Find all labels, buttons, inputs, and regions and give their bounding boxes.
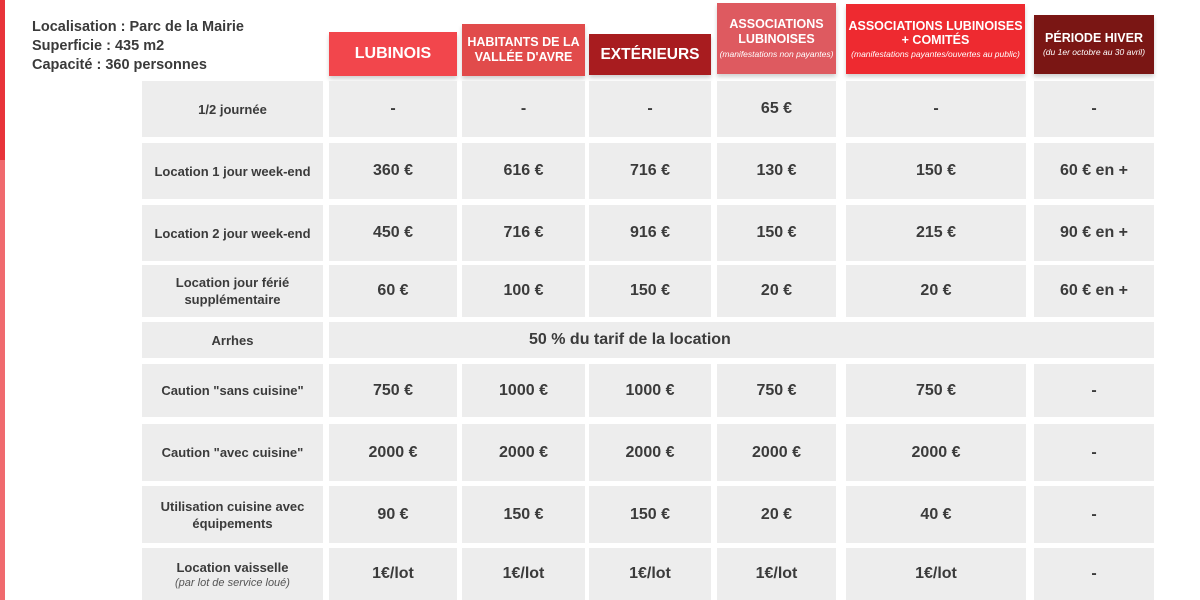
value-cell: 616 €: [462, 143, 585, 199]
value-cell: -: [589, 81, 711, 137]
value-cell: 150 €: [589, 486, 711, 543]
value-cell: -: [846, 81, 1026, 137]
row-label-text: Caution "avec cuisine": [161, 445, 304, 460]
value-cell: 1€/lot: [846, 548, 1026, 600]
row-label-text: Caution "sans cuisine": [161, 383, 304, 398]
value-cell: 150 €: [717, 205, 836, 261]
value-cell: 90 € en +: [1034, 205, 1154, 261]
header-label: ASSOCIATIONS LUBINOISES + COMITÉS: [848, 18, 1023, 47]
venue-area: Superficie : 435 m2: [32, 38, 165, 54]
header-periode-hiver: [1034, 15, 1154, 74]
venue-capacity: Capacité : 360 personnes: [32, 57, 207, 73]
row-label-text: Utilisation cuisine avec équipements: [160, 498, 305, 531]
value-cell: 450 €: [329, 205, 457, 261]
value-cell: 2000 €: [589, 424, 711, 481]
value-cell: 60 €: [329, 265, 457, 317]
value-cell: 150 €: [846, 143, 1026, 199]
header-note: (manifestations non payantes): [719, 49, 834, 59]
row-label: [142, 424, 323, 481]
row-label: [142, 143, 323, 199]
value-cell: 1€/lot: [329, 548, 457, 600]
row-label-note: (par lot de service loué): [175, 576, 290, 589]
value-cell: -: [1034, 548, 1154, 600]
value-cell: 130 €: [717, 143, 836, 199]
row-label-text: Location 2 jour week-end: [154, 225, 311, 241]
value-cell: 60 € en +: [1034, 265, 1154, 317]
value-cell: 2000 €: [717, 424, 836, 481]
row-label-text: Location jour férié supplémentaire: [175, 275, 290, 307]
value-cell: -: [329, 81, 457, 137]
value-cell: 20 €: [846, 265, 1026, 317]
value-cell: 65 €: [717, 81, 836, 137]
value-cell: 90 €: [329, 486, 457, 543]
value-cell: 150 €: [462, 486, 585, 543]
merged-value-cell: 50 % du tarif de la location: [329, 322, 1154, 358]
value-cell: 1000 €: [589, 364, 711, 417]
header-label: ASSOCIATIONS LUBINOISES: [729, 17, 824, 46]
header-note: (manifestations payantes/ouvertes au public): [851, 48, 1020, 59]
row-label: [142, 205, 323, 261]
row-label-text: Arrhes: [211, 332, 254, 348]
value-cell: 1€/lot: [462, 548, 585, 600]
value-cell: -: [1034, 486, 1154, 543]
row-label: [142, 486, 323, 543]
venue-location: Localisation : Parc de la Mairie: [32, 19, 244, 35]
value-cell: -: [1034, 81, 1154, 137]
row-label: [142, 81, 323, 137]
value-cell: -: [1034, 424, 1154, 481]
value-cell: 1€/lot: [589, 548, 711, 600]
left-edge-stripe-lower: [0, 160, 5, 600]
row-label-text: Location 1 jour week-end: [154, 163, 311, 179]
value-cell: 750 €: [329, 364, 457, 417]
header-note: (du 1er octobre au 30 avril): [1042, 47, 1146, 57]
header-exterieurs: [589, 34, 711, 75]
header-lubinois: [329, 32, 457, 76]
value-cell: 40 €: [846, 486, 1026, 543]
row-label: [142, 322, 323, 358]
value-cell: 716 €: [462, 205, 585, 261]
value-cell: 2000 €: [329, 424, 457, 481]
header-label: LUBINOIS: [354, 45, 432, 62]
header-associations-lubinoises: [717, 3, 836, 74]
value-cell: 20 €: [717, 265, 836, 317]
value-cell: 150 €: [589, 265, 711, 317]
value-cell: 716 €: [589, 143, 711, 199]
header-habitants-vallee-avre: [462, 24, 585, 76]
value-cell: 60 € en +: [1034, 143, 1154, 199]
header-label: HABITANTS DE LA VALLÉE D'AVRE: [467, 35, 580, 64]
value-cell: 1€/lot: [717, 548, 836, 600]
row-label: [142, 265, 323, 317]
value-cell: 2000 €: [462, 424, 585, 481]
value-cell: 360 €: [329, 143, 457, 199]
header-associations-comites: [846, 4, 1025, 74]
value-cell: -: [462, 81, 585, 137]
value-cell: 215 €: [846, 205, 1026, 261]
value-cell: 20 €: [717, 486, 836, 543]
row-label: [142, 548, 323, 600]
header-label: PÉRIODE HIVER: [1045, 31, 1143, 45]
row-label-text: Location vaisselle: [176, 559, 289, 575]
value-cell: 916 €: [589, 205, 711, 261]
row-label: [142, 364, 323, 417]
value-cell: 1000 €: [462, 364, 585, 417]
value-cell: 750 €: [846, 364, 1026, 417]
venue-info: [32, 18, 244, 75]
row-label-text: 1/2 journée: [198, 101, 267, 117]
value-cell: 750 €: [717, 364, 836, 417]
value-cell: 100 €: [462, 265, 585, 317]
value-cell: -: [1034, 364, 1154, 417]
header-label: EXTÉRIEURS: [600, 45, 700, 63]
value-cell: 2000 €: [846, 424, 1026, 481]
